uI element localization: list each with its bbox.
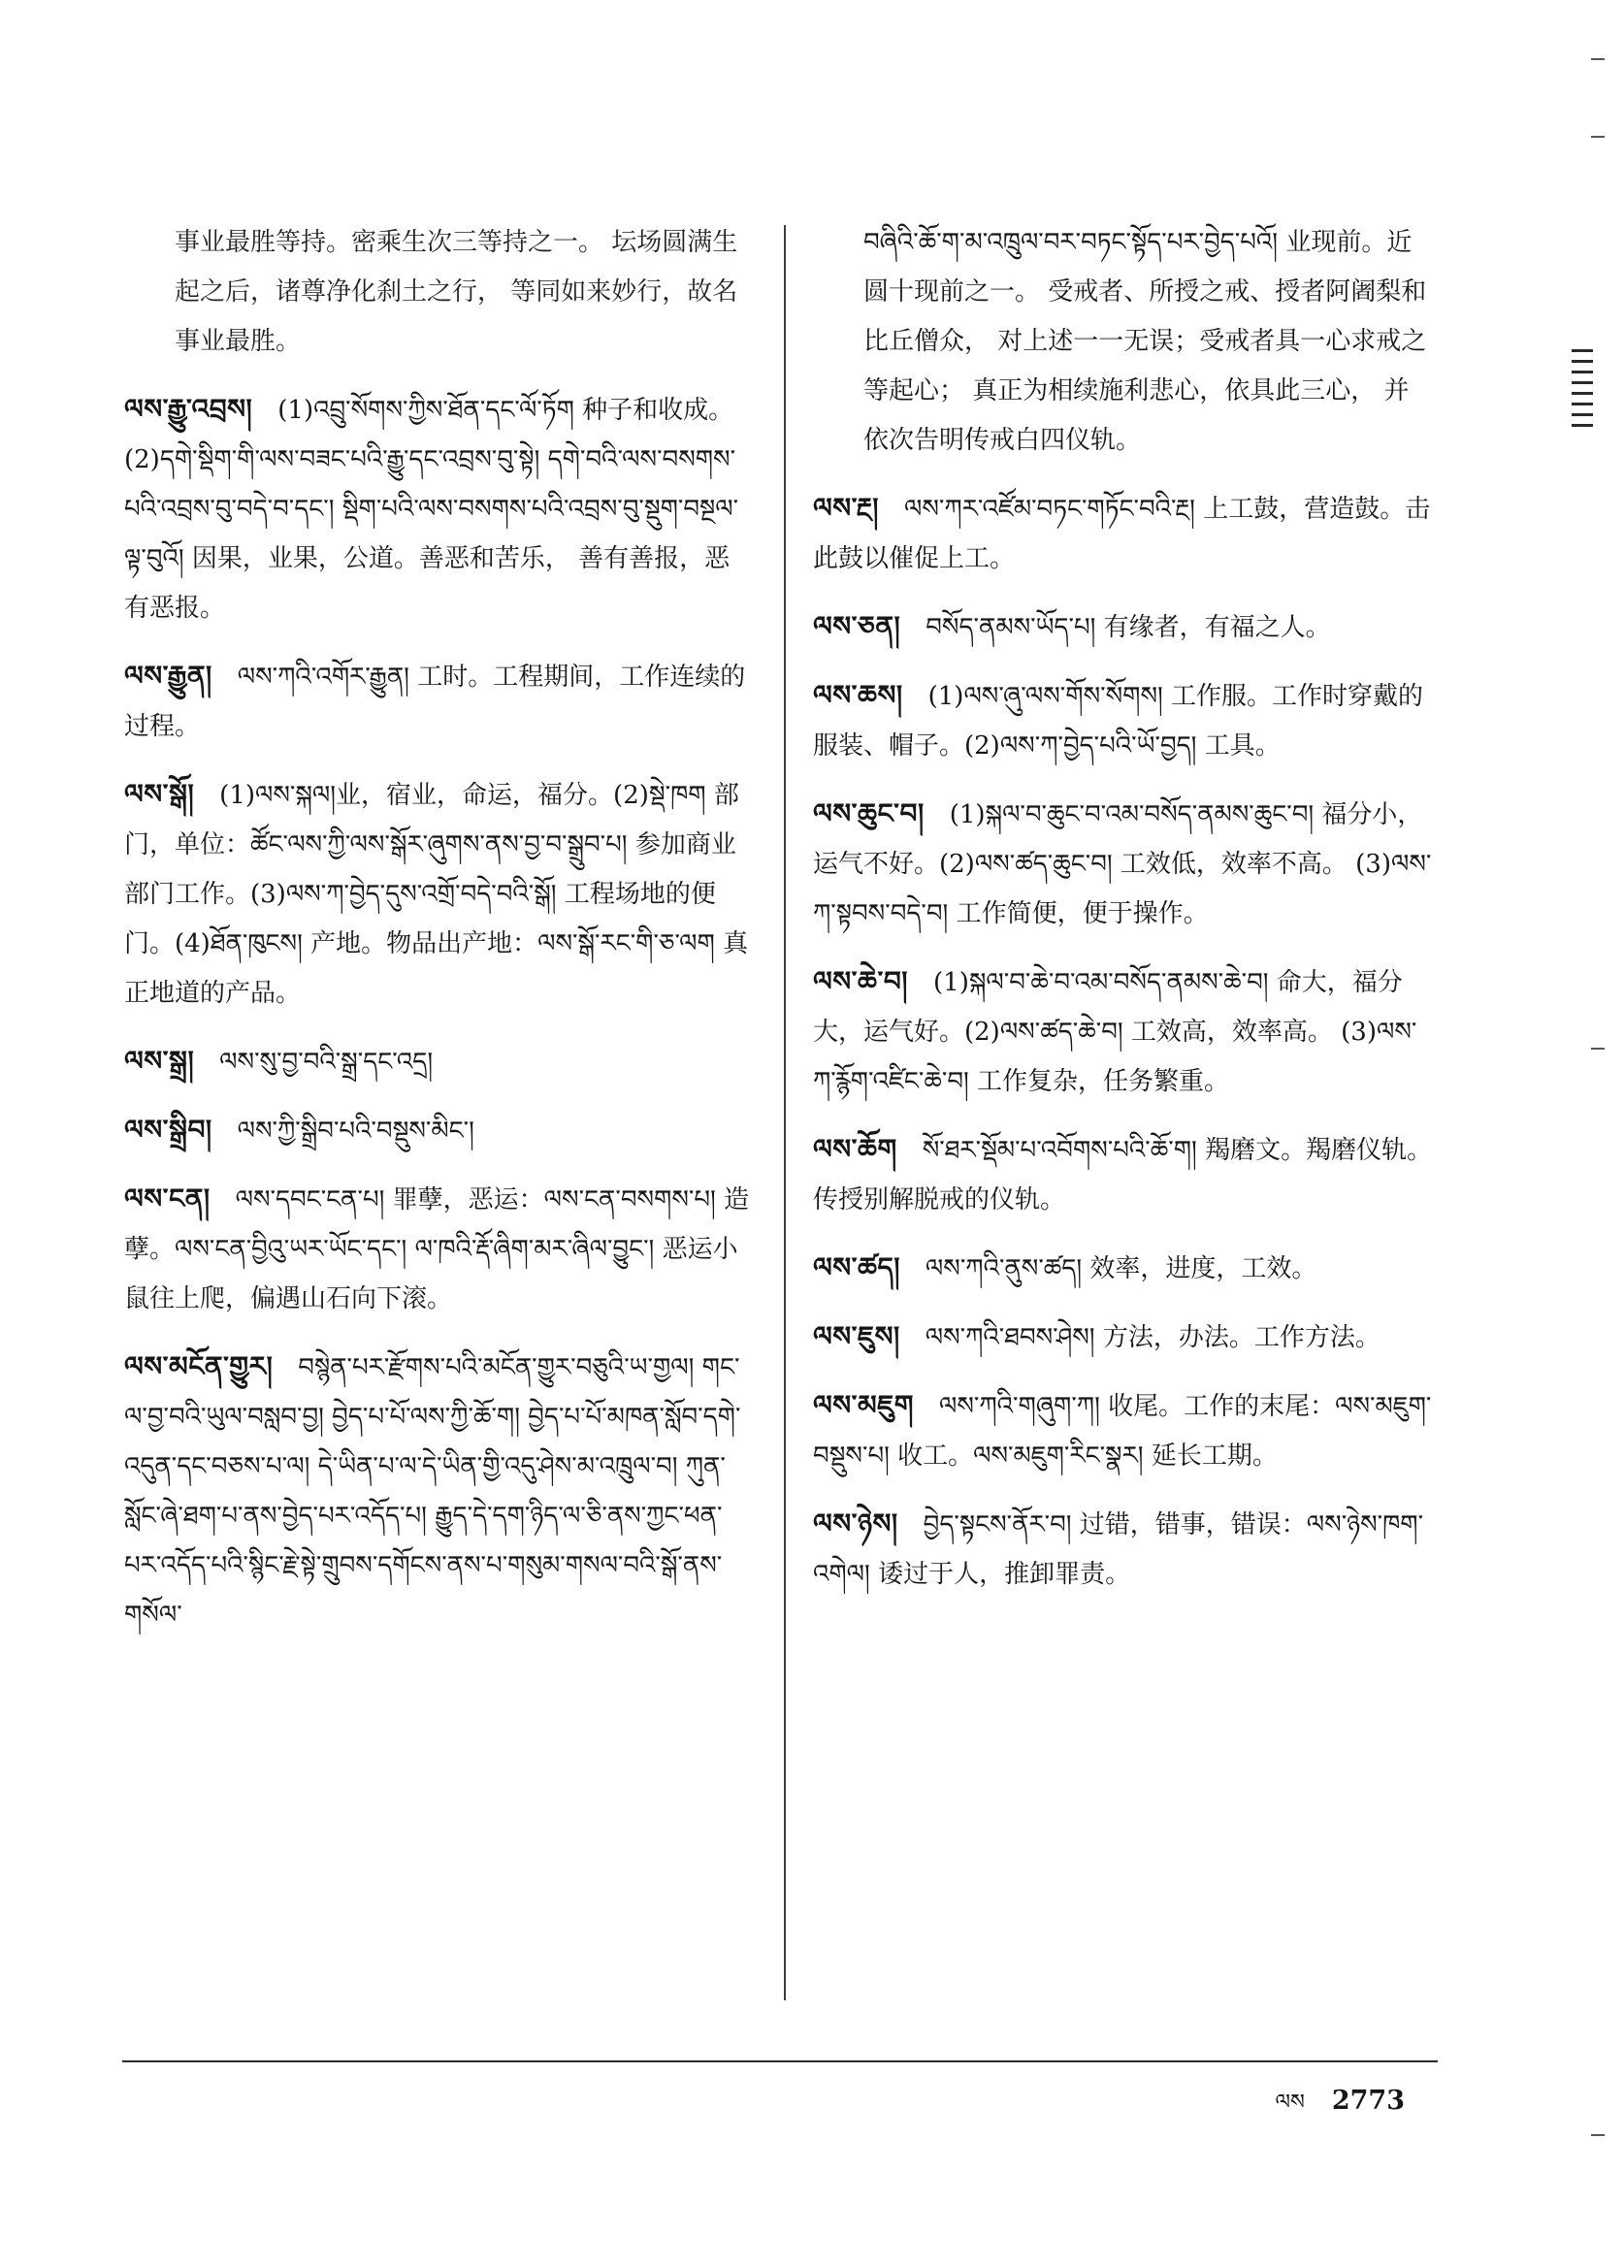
column-divider — [784, 225, 786, 2000]
dictionary-entry — [813, 956, 1434, 1107]
entry-headword: ལས་ཚད། — [813, 1251, 900, 1283]
margin-scan-marks — [1572, 349, 1599, 504]
dictionary-entry — [124, 651, 755, 752]
entry-headword: ལས་མངོན་གྱུར། — [124, 1350, 274, 1382]
entry-headword: ལས་ཆས། — [813, 679, 903, 711]
margin-tick — [1591, 1048, 1605, 1050]
entry-headword: ལས་ཆེ་བ། — [813, 965, 909, 997]
entry-body: ལས་ཀའི་གཞུག་ཀ། 收尾。工作的末尾：ལས་མཇུག་བསྡུས་པ། 收工。ལས་མཇུག་རིང་སྣར། 延长工期。 — [813, 1392, 1432, 1471]
running-headword: ལས — [1275, 2090, 1305, 2115]
entry-body: (1)ལས་སྐལ།业，宿业，命运，福分。(2)སྡེ་ཁག 部门，单位：ཚོང་ལས་ཀྱི་ལས་སྒོར་ཞུགས་ནས་བྱ་བ་སྒྲུབ་པ། 参加商业部门工作。(3)ལས་ཀ་བྱེད་དུས་འགྲོ་བདེ་བའི་སྒོ། 工程场地的便门。(4)ཐོན་ཁུངས། 产地。物品出产地：ལས་སྒོ་རང་གི་ཅ་ལག 真正地道的产品。 — [124, 781, 749, 1008]
dictionary-entry — [124, 384, 755, 633]
dictionary-entry — [813, 670, 1434, 771]
entry-headword: ལས་རྔ། — [813, 492, 880, 524]
entry-headword: ལས་སྒྲིབ། — [124, 1114, 212, 1146]
entry-body: བསོད་ནམས་ཡོད་པ། 有缘者，有福之人。 — [926, 613, 1331, 642]
entry-headword: ལས་ཆོག — [813, 1133, 897, 1165]
entry-body: སོ་ཐར་སྡོམ་པ་འབོགས་པའི་ཆོ་ག། 羯磨文。羯磨仪轨。传授别解脱戒的仪轨。 — [813, 1136, 1433, 1215]
entry-body: ལས་ཀའི་ནུས་ཚད། 效率，进度，工效。 — [925, 1254, 1317, 1283]
dictionary-entry — [813, 601, 1434, 653]
entry-headword: ལས་ངན། — [124, 1183, 211, 1215]
entry-body: བསྙེན་པར་རྫོགས་པའི་མངོན་གྱུར་བཅུའི་ཡ་གྱལ། གང་ལ་བྱ་བའི་ཡུལ་བསླབ་བྱ། བྱེད་པ་པོ་ལས་ཀྱི་ཆོ་ག། བྱེད་པ་པོ་མཁན་སློབ་དགེ་འདུན་དང་བཅས་པ་ལ། དེ་ཡིན་པ་ལ་དེ་ཡིན་གྱི་འདུ་ཤེས་མ་འཁྲུལ་བ། ཀུན་སློང་ཞེ་ཐག་པ་ནས་བྱེད་པར་འདོད་པ། རྒྱུད་དེ་དག་ཉིད་ལ་ཅི་ནས་ཀྱང་ཕན་པར་འདོད་པའི་སྙིང་རྗེ་སྟེ་གྲུབས་དགོངས་ནས་པ་གསུམ་གསལ་བའི་སྒོ་ནས་གསོལ་ — [124, 1353, 741, 1630]
dictionary-entry — [124, 1036, 755, 1087]
dictionary-entry — [813, 483, 1434, 584]
dictionary-entry — [813, 1243, 1434, 1294]
entry-headword: ལས་ཅན། — [813, 610, 901, 642]
entry-headword: ལས་རྒྱུན། — [124, 660, 212, 692]
entry-body: ལས་ཀར་འཛོམ་བཏང་གཏོང་བའི་རྔ། 上工鼓，营造鼓。击此鼓以催促上工。 — [813, 495, 1431, 573]
dictionary-entry — [124, 1174, 755, 1324]
dictionary-entry — [124, 769, 755, 1019]
entry-body: (1)ལས་ཞུ་ལས་གོས་སོགས། 工作服。工作时穿戴的服装、帽子。(2)ལས་ཀ་བྱེད་པའི་ཡོ་བྱད། 工具。 — [813, 682, 1424, 761]
margin-tick — [1591, 2134, 1605, 2136]
entry-body: ལས་སུ་བྱ་བའི་སྒྲ་དང་འདྲ། — [219, 1048, 434, 1077]
page-footer — [1275, 2078, 1405, 2138]
entry-headword: ལས་ཆུང་བ། — [813, 797, 925, 829]
entry-body: ལས་དབང་ངན་པ། 罪孽，恶运：ལས་ངན་བསགས་པ། 造孽。ལས་ངན་བྱིའུ་ཡར་ཡོང་དང་། ལ་ཁའི་རྡོ་ཞིག་མར་ཞིལ་བྱུང་། 恶运小鼠往上爬，偏遇山石向下滚。 — [124, 1185, 750, 1313]
margin-tick — [1591, 58, 1605, 60]
margin-tick — [1591, 136, 1605, 138]
entry-body: (1)སྐལ་བ་ཆེ་བ་འམ་བསོད་ནམས་ཆེ་བ། 命大，福分大，运气好。(2)ལས་ཚད་ཆེ་བ། 工效高，效率高。 (3)ལས་ཀ་རྙོག་འཛིང་ཆེ་བ། 工作复杂，任务繁重。 — [813, 968, 1417, 1096]
dictionary-entry — [813, 1312, 1434, 1363]
entry-headword: ལས་སྒྲ། — [124, 1045, 195, 1077]
entry-headword: ལས་མཇུག — [813, 1389, 914, 1421]
left-column — [124, 218, 755, 1658]
entry-headword: ལས་སྒོ། — [124, 778, 195, 810]
entry-body: བྱེད་སྟངས་ནོར་བ། 过错，错事，错误：ལས་ཉེས་ཁག་འགེལ། 诿过于人，推卸罪责。 — [813, 1510, 1424, 1589]
dictionary-entry — [813, 1124, 1434, 1225]
entry-body: བཞིའི་ཆོ་ག་མ་འཁྲུལ་བར་བཏང་སྟོད་པར་བྱེད་པའོ། 业现前。近圆十现前之一。 受戒者、所授之戒、授者阿阇梨和比丘僧众， 对上述一一无误；受戒者具一心求戒之等起心； 真正为相续施利悲心，依具此三心， 并依次告明传戒白四仪轨。 — [863, 228, 1427, 455]
entry-headword: ལས་རྒྱུ་འབྲས། — [124, 393, 253, 425]
entry-body: 事业最胜等持。密乘生次三等持之一。 坛场圆满生起之后，诸尊净化刹土之行， 等同如来妙行，故名事业最胜。 — [175, 228, 738, 356]
entry-headword: ལས་ཉེས། — [813, 1507, 898, 1539]
dictionary-entry — [813, 789, 1434, 939]
footer-rule — [122, 2060, 1438, 2062]
dictionary-entry — [813, 1499, 1434, 1600]
right-column — [813, 218, 1434, 1617]
dictionary-entry — [124, 218, 755, 367]
entry-body: (1)འབྲུ་སོགས་ཀྱིས་ཐོན་དང་ལོ་ཏོག 种子和收成。(2)དགེ་སྡིག་གི་ལས་བཟང་པའི་རྒྱུ་དང་འབྲས་བུ་སྟེ། དགེ་བའི་ལས་བསགས་པའི་འབྲས་བུ་བདེ་བ་དང་། སྡིག་པའི་ལས་བསགས་པའི་འབྲས་བུ་སྡུག་བསྔལ་ལྟ་བུའོ། 因果，业果，公道。善恶和苦乐， 善有善报，恶有恶报。 — [124, 396, 739, 623]
page-number: 2773 — [1331, 2086, 1405, 2116]
dictionary-entry — [813, 218, 1434, 466]
entry-body: ལས་ཀྱི་སྒྲིབ་པའི་བསྡུས་མིང་། — [237, 1117, 474, 1146]
entry-body: ལས་ཀའི་འགོར་རྒྱུན། 工时。工程期间，工作连续的过程。 — [124, 663, 746, 741]
dictionary-entry — [124, 1105, 755, 1156]
entry-body: ལས་ཀའི་ཐབས་ཤེས། 方法，办法。工作方法。 — [925, 1323, 1380, 1352]
dictionary-entry — [124, 1342, 755, 1640]
entry-headword: ལས་ཇུས། — [813, 1320, 900, 1352]
dictionary-entry — [813, 1380, 1434, 1481]
entry-body: (1)སྐལ་བ་ཆུང་བ་འམ་བསོད་ནམས་ཆུང་བ། 福分小，运气不好。(2)ལས་ཚད་ཆུང་བ། 工效低，效率不高。 (3)ལས་ཀ་སྟབས་བདེ་བ། 工作简便，便于操作。 — [813, 800, 1432, 928]
